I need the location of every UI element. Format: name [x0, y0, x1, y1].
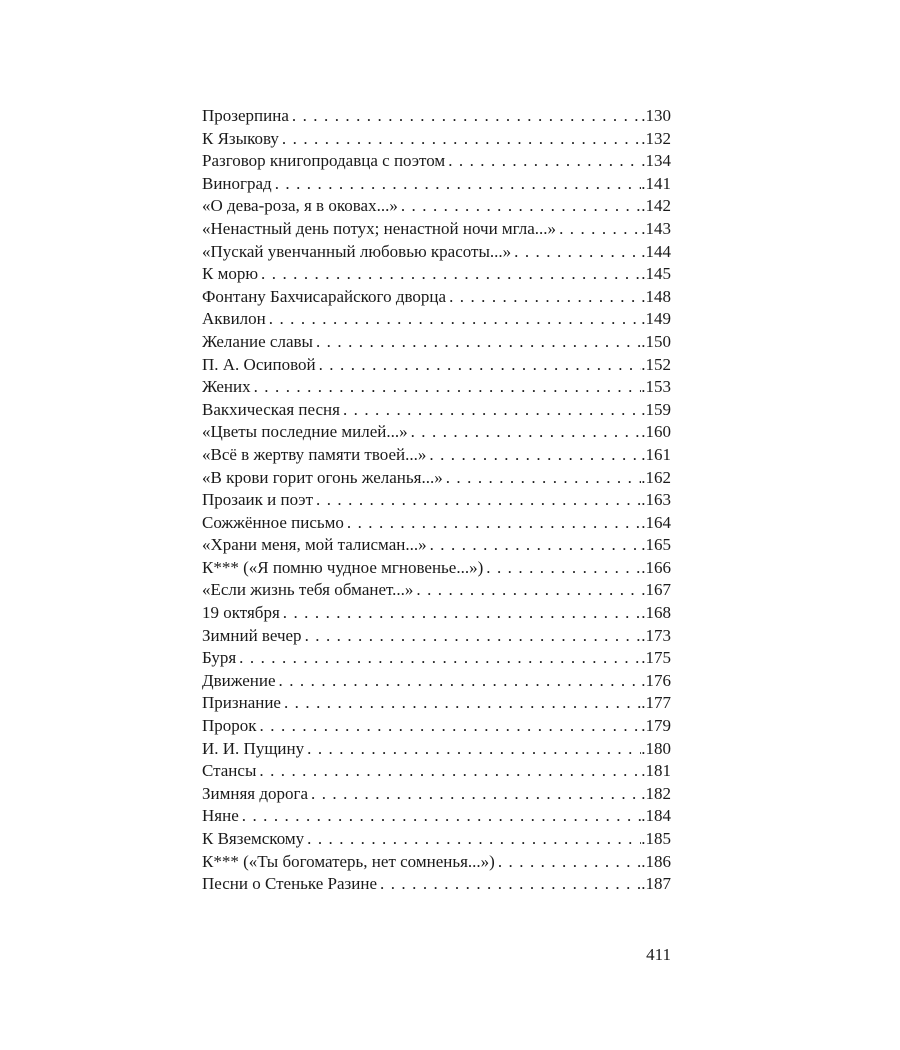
toc-entry-page: .177 — [641, 693, 671, 713]
toc-entry-title: Сожжённое письмо — [202, 512, 344, 532]
toc-entry-title: Зимний вечер — [202, 625, 302, 645]
toc-entry-title: И. И. Пущину — [202, 738, 305, 758]
toc-entry-title: «Пускай увенчанный любовью красоты...» — [202, 241, 512, 261]
toc-entry — [202, 602, 671, 625]
toc-entry-title: К*** («Ты богоматерь, нет сомненья...») — [202, 851, 495, 871]
toc-entry — [202, 805, 671, 828]
toc-entry-title: Прозаик и поэт — [202, 490, 314, 510]
dot-leader — [307, 828, 641, 851]
dot-leader — [311, 783, 641, 806]
toc-entry-page: .132 — [641, 128, 671, 148]
toc-entry — [202, 308, 671, 331]
toc-entry-page: .180 — [641, 738, 671, 758]
toc-entry — [202, 467, 671, 490]
toc-entry-page: .160 — [641, 422, 671, 442]
toc-entry-title: Аквилон — [202, 309, 266, 329]
dot-leader — [307, 738, 641, 761]
dot-leader — [416, 579, 641, 602]
dot-leader — [347, 512, 641, 535]
toc-entry-title: Желание славы — [202, 331, 313, 351]
toc-entry-page: .163 — [641, 490, 671, 510]
toc-entry-title: «Всё в жертву памяти твоей...» — [202, 444, 427, 464]
toc-entry — [202, 218, 671, 241]
dot-leader — [514, 241, 641, 264]
toc-entry — [202, 263, 671, 286]
toc-entry — [202, 738, 671, 761]
toc-entry — [202, 195, 671, 218]
toc-entry-page: .182 — [641, 783, 671, 803]
toc-entry-title: К морю — [202, 264, 259, 284]
toc-entry-page: .185 — [641, 829, 671, 848]
toc-entry — [202, 715, 671, 738]
toc-entry-page: .141 — [641, 173, 671, 193]
dot-leader — [305, 625, 642, 648]
table-of-contents — [202, 105, 671, 896]
toc-entry — [202, 376, 671, 399]
toc-entry-title: «Ненастный день потух; ненастной ночи мгла...» — [202, 218, 557, 238]
toc-entry-title: Виноград — [202, 173, 272, 193]
toc-entry-page: .175 — [641, 648, 671, 668]
toc-entry-title: П. А. Осиповой — [202, 354, 316, 374]
toc-entry-page: .176 — [641, 670, 671, 690]
toc-entry — [202, 512, 671, 535]
toc-entry — [202, 851, 671, 874]
page-number: 411 — [646, 945, 671, 964]
dot-leader — [283, 602, 641, 625]
toc-entry-page: .162 — [641, 467, 671, 487]
dot-leader — [343, 399, 641, 422]
toc-entry-title: Няне — [202, 806, 239, 826]
toc-entry-page: .181 — [641, 761, 671, 781]
toc-entry-title: «В крови горит огонь желанья...» — [202, 467, 443, 487]
toc-entry-title: К Языкову — [202, 128, 279, 148]
dot-leader — [430, 534, 642, 557]
toc-entry-page: .187 — [641, 874, 671, 894]
toc-entry-page: .148 — [641, 286, 671, 306]
dot-leader — [279, 670, 642, 693]
dot-leader — [239, 647, 641, 670]
toc-entry-page: .150 — [641, 331, 671, 351]
toc-entry — [202, 150, 671, 173]
toc-entry-title: Зимняя дорога — [202, 783, 309, 803]
dot-leader — [282, 128, 641, 151]
toc-entry-page: .144 — [641, 241, 671, 261]
dot-leader — [401, 195, 641, 218]
toc-entry-title: Признание — [202, 693, 281, 713]
toc-entry-title: 19 октября — [202, 603, 280, 623]
toc-entry — [202, 331, 671, 354]
toc-entry-page: .184 — [641, 806, 671, 826]
toc-entry — [202, 354, 671, 377]
dot-leader — [275, 173, 642, 196]
toc-entry — [202, 760, 671, 783]
toc-entry-page: .143 — [641, 218, 671, 238]
toc-entry-page: .166 — [641, 557, 671, 577]
toc-entry — [202, 421, 671, 444]
dot-leader — [446, 467, 642, 490]
toc-entry-title: Пророк — [202, 716, 257, 736]
dot-leader — [559, 218, 641, 241]
toc-entry-title: Песни о Стеньке Разине — [202, 874, 378, 894]
dot-leader — [449, 286, 641, 309]
toc-entry-title: Движение — [202, 670, 276, 690]
dot-leader — [242, 805, 642, 828]
toc-entry-title: «О дева-роза, я в оковах...» — [202, 196, 398, 216]
dot-leader — [316, 331, 641, 354]
toc-entry — [202, 579, 671, 602]
toc-entry — [202, 241, 671, 264]
toc-entry-page: .168 — [641, 603, 671, 623]
toc-entry-page: .173 — [641, 625, 671, 645]
toc-entry-page: .159 — [641, 399, 671, 419]
dot-leader — [292, 105, 641, 128]
dot-leader — [316, 489, 641, 512]
toc-entry-title: Стансы — [202, 761, 257, 781]
dot-leader — [260, 715, 642, 738]
toc-entry-page: .186 — [641, 851, 671, 871]
toc-entry — [202, 557, 671, 580]
dot-leader — [411, 421, 642, 444]
dot-leader — [284, 692, 641, 715]
toc-entry — [202, 647, 671, 670]
dot-leader — [261, 263, 641, 286]
toc-entry — [202, 625, 671, 648]
toc-entry — [202, 873, 671, 896]
dot-leader — [380, 873, 641, 896]
dot-leader — [259, 760, 641, 783]
toc-entry-title: «Храни меня, мой талисман...» — [202, 535, 427, 555]
toc-entry-page: .179 — [641, 716, 671, 736]
toc-entry-page: .165 — [641, 535, 671, 555]
toc-entry-title: Разговор книгопродавца с поэтом — [202, 151, 446, 171]
toc-entry-page: .149 — [641, 309, 671, 329]
toc-entry — [202, 534, 671, 557]
toc-entry — [202, 399, 671, 422]
toc-entry — [202, 783, 671, 806]
toc-entry-page: .153 — [641, 377, 671, 397]
toc-entry-page: .142 — [641, 196, 671, 216]
dot-leader — [448, 150, 641, 173]
toc-entry — [202, 692, 671, 715]
toc-entry-page: .145 — [641, 264, 671, 284]
toc-entry-page: .161 — [641, 444, 671, 464]
toc-entry-title: К*** («Я помню чудное мгновенье...») — [202, 557, 484, 577]
toc-entry — [202, 105, 671, 128]
toc-entry — [202, 173, 671, 196]
toc-entry-page: .130 — [641, 106, 671, 125]
toc-entry-title: Вакхическая песня — [202, 399, 340, 419]
toc-entry-page: .152 — [641, 354, 671, 374]
toc-entry-title: «Если жизнь тебя обманет...» — [202, 580, 414, 600]
toc-entry-title: Буря — [202, 648, 237, 668]
toc-entry-title: Жених — [202, 377, 251, 397]
toc-entry-page: .167 — [641, 580, 671, 600]
toc-entry-title: Прозерпина — [202, 106, 289, 125]
dot-leader — [319, 354, 642, 377]
dot-leader — [486, 557, 641, 580]
toc-entry-title: Фонтану Бахчисарайского дворца — [202, 286, 447, 306]
toc-entry — [202, 489, 671, 512]
dot-leader — [429, 444, 641, 467]
toc-entry — [202, 444, 671, 467]
dot-leader — [269, 308, 642, 331]
dot-leader — [254, 376, 642, 399]
toc-entry-title: К Вяземскому — [202, 829, 305, 848]
dot-leader — [498, 851, 641, 874]
toc-entry — [202, 286, 671, 309]
toc-entry — [202, 828, 671, 851]
toc-entry — [202, 128, 671, 151]
toc-entry-page: .164 — [641, 512, 671, 532]
toc-entry-title: «Цветы последние милей...» — [202, 422, 408, 442]
toc-entry-page: .134 — [641, 151, 671, 171]
toc-entry — [202, 670, 671, 693]
